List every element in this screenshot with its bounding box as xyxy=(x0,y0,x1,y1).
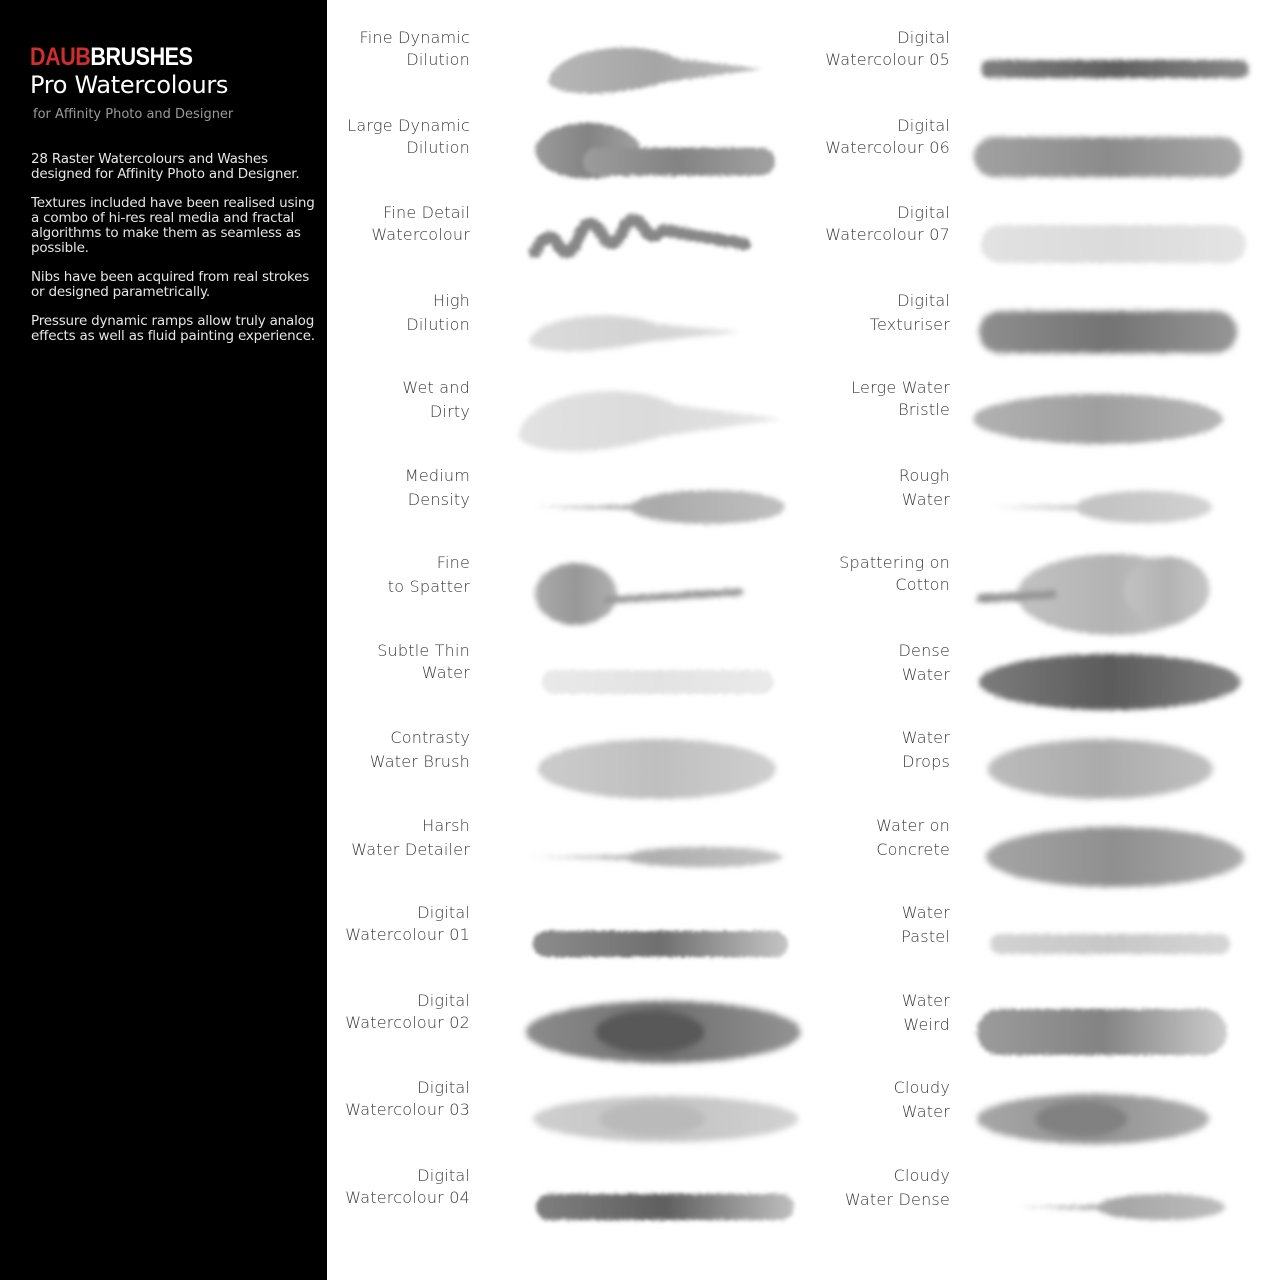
brush-name-l-11 xyxy=(345,902,470,946)
brush-stroke-preview-l-9 xyxy=(524,725,790,813)
brush-name-line-1: Fine Detail xyxy=(383,203,470,222)
brush-stroke-preview-r-12 xyxy=(963,995,1241,1069)
brush-name-r-9 xyxy=(902,727,950,775)
brush-stroke-shape xyxy=(533,1096,798,1142)
brush-name-line-2: Watercolour xyxy=(371,225,470,244)
brush-name-line-2: Drops xyxy=(902,752,950,771)
brush-name-line-1: Digital xyxy=(897,203,950,222)
brush-name-line-2: Water xyxy=(901,489,950,509)
brush-stroke-shape xyxy=(981,554,1209,635)
brush-stroke-shape xyxy=(986,827,1244,887)
brush-name-line-1: Fine xyxy=(436,553,470,572)
brush-stroke-shape xyxy=(526,1001,801,1063)
brush-name-line-1: Digital xyxy=(897,290,950,310)
brush-name-r-12 xyxy=(902,990,950,1038)
brush-stroke-shape xyxy=(977,1094,1209,1144)
brush-stroke-shape xyxy=(974,137,1242,177)
brush-name-line-1: Contrasty xyxy=(390,728,470,747)
brush-stroke-preview-r-3 xyxy=(967,211,1260,277)
brush-name-line-2: Density xyxy=(407,489,470,509)
brush-stroke-preview-l-10 xyxy=(518,830,796,884)
brush-name-r-8 xyxy=(899,640,950,688)
brush-name-line-1: Water xyxy=(901,903,950,922)
brush-name-line-2: Watercolour 01 xyxy=(345,925,470,944)
brush-stroke-preview-r-11 xyxy=(976,920,1244,968)
brush-name-r-6 xyxy=(899,465,950,513)
brush-stroke-preview-l-2 xyxy=(521,112,789,202)
brush-stroke-preview-r-5 xyxy=(959,380,1237,458)
brush-name-line-2: Texturiser xyxy=(869,314,950,334)
brush-name-line-1: Cloudy xyxy=(893,1165,950,1185)
brush-stroke-shape xyxy=(992,490,1212,522)
brush-name-line-2: Water Dense xyxy=(844,1189,950,1209)
product-subtitle: for Affinity Photo and Designer xyxy=(33,107,234,122)
brush-stroke-preview-l-11 xyxy=(519,917,802,971)
sidebar-panel xyxy=(0,0,327,1280)
brush-stroke-shape xyxy=(536,1194,794,1220)
brush-stroke-preview-r-8 xyxy=(965,640,1255,724)
brush-stroke-preview-r-6 xyxy=(978,472,1226,542)
description-paragraph: 28 Raster Watercolours and Washes designed for Affinity Photo and Designer. xyxy=(31,151,300,182)
brush-stroke-shape xyxy=(528,315,743,350)
brush-name-line-2: Dilution xyxy=(406,50,470,69)
brush-name-line-1: Digital xyxy=(417,903,470,922)
brush-stroke-preview-r-10 xyxy=(972,813,1258,901)
brush-stroke-preview-l-6 xyxy=(521,471,799,543)
brand-logo xyxy=(30,42,193,72)
brush-name-line-2: Pastel xyxy=(901,927,950,946)
brush-stroke-preview-l-13 xyxy=(519,1082,812,1156)
brush-stroke-preview-r-13 xyxy=(963,1080,1223,1158)
brush-name-line-2: Bristle xyxy=(898,400,950,419)
brush-name-line-1: Digital xyxy=(417,1165,470,1185)
brush-name-l-2 xyxy=(347,115,470,159)
brush-name-line-1: Wet and xyxy=(402,378,470,397)
brush-name-l-12 xyxy=(345,990,470,1034)
brush-stroke-preview-r-9 xyxy=(974,725,1227,813)
brush-stroke-shape xyxy=(548,48,763,94)
brush-name-line-1: Water on xyxy=(876,815,950,835)
brush-stroke-shape xyxy=(532,846,782,866)
brush-stroke-preview-l-5 xyxy=(504,371,797,467)
brush-name-line-2: Watercolour 06 xyxy=(825,137,950,157)
brush-name-l-9 xyxy=(370,727,470,775)
brush-stroke-shape xyxy=(535,490,785,524)
brush-name-line-1: Digital xyxy=(417,1078,470,1097)
brush-name-r-3 xyxy=(825,202,950,246)
brush-name-r-1 xyxy=(825,27,950,71)
product-title: Pro Watercolours xyxy=(30,71,229,99)
brush-name-r-7 xyxy=(839,552,950,596)
brush-stroke-shape xyxy=(981,225,1246,263)
brush-name-line-2: Watercolour 05 xyxy=(825,50,950,69)
brush-name-line-2: Watercolour 04 xyxy=(345,1187,470,1207)
brush-name-r-13 xyxy=(894,1077,950,1125)
brush-stroke-preview-l-8 xyxy=(528,656,788,708)
description-paragraph: Pressure dynamic ramps allow truly analog effects as well as fluid painting experience. xyxy=(31,313,315,344)
brush-stroke-shape xyxy=(988,739,1213,799)
brush-stroke-shape xyxy=(981,60,1249,78)
product-description xyxy=(31,152,316,358)
brush-name-line-2: to Spatter xyxy=(387,577,470,596)
brush-name-line-1: Large Dynamic xyxy=(347,115,470,135)
brush-stroke-shape xyxy=(990,934,1230,954)
brush-name-line-2: Concrete xyxy=(876,839,950,859)
brush-name-line-2: Dilution xyxy=(406,137,470,157)
brush-name-line-1: Digital xyxy=(417,990,470,1010)
brush-stroke-preview-l-4 xyxy=(514,298,757,366)
brush-name-l-14 xyxy=(345,1165,470,1209)
brush-name-r-5 xyxy=(851,377,950,421)
brush-name-line-1: Fine Dynamic xyxy=(359,28,470,47)
brush-stroke-shape xyxy=(973,394,1223,444)
brush-name-line-1: Medium xyxy=(404,465,470,485)
brush-stroke-shape xyxy=(535,563,740,625)
brush-name-line-1: Cloudy xyxy=(893,1078,950,1097)
brush-name-line-2: Watercolour 07 xyxy=(825,225,950,244)
brush-name-line-2: Cotton xyxy=(895,575,950,594)
brush-name-line-1: Digital xyxy=(897,115,950,135)
brush-stroke-shape xyxy=(538,739,776,799)
brush-stroke-preview-l-7 xyxy=(521,549,754,639)
brush-stroke-preview-r-7 xyxy=(967,533,1233,656)
brush-stroke-shape xyxy=(979,311,1237,353)
brush-name-line-2: Water xyxy=(421,662,470,682)
brush-name-l-7 xyxy=(388,552,470,600)
brush-stroke-shape xyxy=(518,391,783,451)
brush-stroke-preview-l-14 xyxy=(522,1180,808,1234)
brush-name-l-6 xyxy=(405,465,470,513)
brush-name-line-2: Dirty xyxy=(429,402,470,421)
brush-stroke-shape xyxy=(977,1009,1227,1055)
brush-stroke-shape xyxy=(542,670,774,694)
brush-name-r-2 xyxy=(825,115,950,159)
brush-name-l-10 xyxy=(351,815,470,863)
brush-name-line-2: Weird xyxy=(903,1014,950,1034)
brush-name-line-2: Water Brush xyxy=(369,752,470,771)
brush-name-line-1: Rough xyxy=(898,465,950,485)
brush-name-line-1: Spattering on xyxy=(839,553,950,572)
brush-stroke-preview-l-12 xyxy=(512,987,815,1077)
brush-stroke-preview-l-1 xyxy=(534,29,777,109)
brand-logo-part-2: BRUSHES xyxy=(90,43,193,71)
brush-name-line-1: Water xyxy=(901,728,950,747)
brush-name-r-11 xyxy=(901,902,950,950)
brush-name-l-8 xyxy=(377,640,470,684)
brush-name-line-2: Dilution xyxy=(406,314,470,334)
description-paragraph: Nibs have been acquired from real strokes or designed parametrically. xyxy=(31,269,310,300)
brush-stroke-preview-l-3 xyxy=(521,208,759,280)
brush-stroke-shape xyxy=(535,220,745,253)
brush-stroke-shape xyxy=(533,931,788,957)
brush-stroke-shape xyxy=(535,122,775,178)
brush-name-l-5 xyxy=(402,377,470,425)
brush-name-line-1: Dense xyxy=(898,640,950,660)
brush-name-l-3 xyxy=(371,202,470,246)
brush-stroke-preview-r-1 xyxy=(967,46,1263,92)
brush-name-line-2: Watercolour 03 xyxy=(345,1100,470,1119)
description-paragraph: Textures included have been realised using a combo of hi-res real media and fractal algorithms to make them as seamless as possible. xyxy=(31,195,315,256)
brand-logo-part-1: DAUB xyxy=(30,43,91,71)
brush-name-line-2: Watercolour 02 xyxy=(345,1012,470,1032)
brush-name-line-2: Water Detailer xyxy=(351,839,470,859)
brush-name-line-1: Digital xyxy=(897,28,950,47)
brush-name-line-1: Harsh xyxy=(422,815,470,835)
brush-name-l-13 xyxy=(345,1077,470,1121)
brush-name-r-14 xyxy=(845,1165,950,1213)
brush-stroke-shape xyxy=(979,654,1241,710)
brush-name-line-1: Subtle Thin xyxy=(377,640,470,660)
brush-name-line-1: Water xyxy=(901,990,950,1010)
brush-name-l-1 xyxy=(359,27,470,71)
brush-stroke-preview-r-2 xyxy=(960,123,1256,191)
brush-stroke-preview-r-4 xyxy=(965,297,1251,367)
brush-stroke-shape xyxy=(1020,1193,1225,1219)
brush-name-line-2: Water xyxy=(901,664,950,684)
brush-name-r-4 xyxy=(870,290,950,338)
brush-name-line-1: High xyxy=(432,290,470,310)
brush-name-r-10 xyxy=(876,815,950,863)
brush-name-line-2: Water xyxy=(901,1102,950,1121)
brush-name-l-4 xyxy=(406,290,470,338)
brush-stroke-preview-r-14 xyxy=(1006,1176,1239,1238)
brush-name-line-1: Lerge Water xyxy=(851,378,950,397)
